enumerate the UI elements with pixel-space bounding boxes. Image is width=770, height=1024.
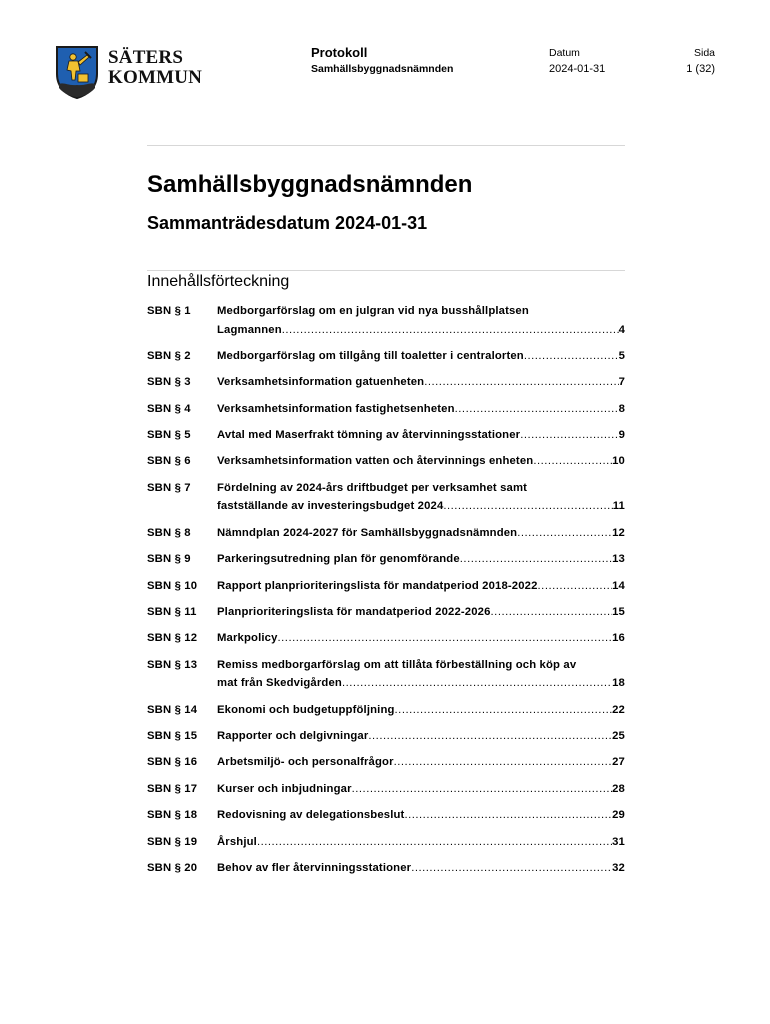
toc-entry-title: Verksamhetsinformation vatten och återvinnings enheten bbox=[217, 455, 534, 468]
dot-leader bbox=[517, 524, 612, 543]
dot-leader bbox=[395, 701, 613, 720]
toc-entry-page: 11 bbox=[612, 500, 625, 513]
toc-entry-page: 8 bbox=[618, 402, 625, 415]
toc-entry-title: Årshjul bbox=[217, 835, 257, 848]
toc-entry-title: Redovisning av delegationsbeslut bbox=[217, 809, 405, 822]
toc-entry-page: 10 bbox=[612, 455, 625, 468]
toc-entry-code: SBN § 11 bbox=[147, 605, 197, 618]
dot-leader bbox=[342, 674, 612, 693]
toc-entry bbox=[147, 656, 625, 693]
toc-entry-page: 25 bbox=[612, 729, 625, 742]
toc-entry-code: SBN § 14 bbox=[147, 703, 198, 716]
toc-entry bbox=[147, 550, 625, 569]
toc-entry bbox=[147, 400, 625, 419]
toc-entry-title: Rapporter och delgivningar bbox=[217, 729, 369, 742]
toc-entry-page: 18 bbox=[612, 677, 625, 690]
toc-entry-page: 29 bbox=[612, 809, 625, 822]
toc-entry-code: SBN § 13 bbox=[147, 658, 198, 671]
dot-leader bbox=[538, 577, 613, 596]
toc-entry-page: 27 bbox=[612, 756, 625, 769]
toc-entry bbox=[147, 859, 625, 878]
toc-entry-page: 14 bbox=[612, 579, 625, 592]
dot-leader bbox=[394, 753, 612, 772]
toc-entry-title: Parkeringsutredning plan för genomförande bbox=[217, 553, 460, 566]
toc-entry-page: 4 bbox=[618, 323, 625, 336]
toc-entry bbox=[147, 727, 625, 746]
toc-entry-code: SBN § 2 bbox=[147, 349, 191, 362]
toc-entry-title: Nämndplan 2024-2027 för Samhällsbyggnadsnämnden bbox=[217, 526, 518, 539]
coat-of-arms-icon bbox=[54, 44, 100, 100]
toc-entry-code: SBN § 20 bbox=[147, 861, 198, 874]
dot-leader bbox=[352, 780, 612, 799]
toc-entry-code: SBN § 9 bbox=[147, 553, 191, 566]
toc-entry-code: SBN § 17 bbox=[147, 782, 198, 795]
toc-entry bbox=[147, 780, 625, 799]
dot-leader bbox=[455, 400, 619, 419]
toc-entry-title: Remiss medborgarförslag om att tillåta förbeställning och köp av bbox=[217, 658, 577, 671]
toc-entry-code: SBN § 4 bbox=[147, 402, 191, 415]
page-label: Sida bbox=[693, 47, 715, 59]
toc-entry-code: SBN § 15 bbox=[147, 729, 198, 742]
toc-entry-page: 16 bbox=[612, 632, 625, 645]
toc-entry-page: 22 bbox=[612, 703, 625, 716]
toc-entry-title: Avtal med Maserfrakt tömning av återvinningsstationer bbox=[217, 429, 521, 442]
toc-entry-code: SBN § 19 bbox=[147, 835, 198, 848]
dot-leader bbox=[368, 727, 612, 746]
dot-leader bbox=[524, 347, 619, 366]
dot-leader bbox=[257, 833, 612, 852]
toc-entry-title: Kurser och inbjudningar bbox=[217, 782, 352, 795]
meeting-date-heading: Sammanträdesdatum 2024-01-31 bbox=[147, 213, 428, 233]
toc-entry bbox=[147, 524, 625, 543]
toc-entry-title: Verksamhetsinformation gatuenheten bbox=[217, 376, 425, 389]
dot-leader bbox=[443, 497, 612, 516]
table-of-contents bbox=[147, 302, 625, 885]
toc-entry-title: mat från Skedvigården bbox=[217, 677, 342, 690]
toc-entry bbox=[147, 577, 625, 596]
document-type: Protokoll bbox=[311, 45, 368, 60]
toc-entry-page: 15 bbox=[612, 605, 625, 618]
toc-entry-page: 28 bbox=[612, 782, 625, 795]
page-number: 1 (32) bbox=[686, 63, 715, 75]
toc-entry-code: SBN § 7 bbox=[147, 481, 191, 494]
toc-entry bbox=[147, 753, 625, 772]
toc-entry-code: SBN § 1 bbox=[147, 305, 191, 317]
toc-entry-title: Medborgarförslag om tillgång till toaletter i centralorten bbox=[217, 349, 524, 362]
saters-kommun-logo bbox=[54, 44, 204, 100]
toc-entry-title: Ekonomi och budgetuppföljning bbox=[217, 703, 395, 716]
toc-entry-title: Lagmannen bbox=[217, 323, 282, 336]
toc-entry bbox=[147, 426, 625, 445]
toc-entry bbox=[147, 603, 625, 622]
toc-entry-page: 9 bbox=[618, 429, 625, 442]
toc-entry-title: Behov av fler återvinningsstationer bbox=[217, 861, 412, 874]
logo-line-1: SÄTERS bbox=[108, 47, 184, 68]
dot-leader bbox=[520, 426, 618, 445]
dot-leader bbox=[282, 321, 619, 340]
page-title: Samhällsbyggnadsnämnden bbox=[147, 171, 473, 198]
toc-heading: Innehållsförteckning bbox=[147, 273, 290, 290]
dot-leader bbox=[411, 859, 612, 878]
toc-entry-page: 31 bbox=[612, 835, 625, 848]
toc-entry-title: Arbetsmiljö- och personalfrågor bbox=[217, 756, 394, 769]
dot-leader bbox=[278, 629, 613, 648]
logo-line-2: KOMMUN bbox=[108, 67, 203, 88]
toc-entry-code: SBN § 5 bbox=[147, 429, 191, 442]
toc-entry-title: Markpolicy bbox=[217, 632, 278, 645]
toc-entry-code: SBN § 10 bbox=[147, 579, 198, 592]
committee-name: Samhällsbyggnadsnämnden bbox=[311, 63, 454, 75]
dot-leader bbox=[404, 806, 612, 825]
toc-entry-title: Planprioriteringslista för mandatperiod 2022-2026 bbox=[217, 605, 491, 618]
toc-entry-page: 12 bbox=[612, 526, 625, 539]
toc-entry-code: SBN § 16 bbox=[147, 756, 198, 769]
logo-wordmark bbox=[108, 48, 202, 88]
date-label: Datum bbox=[549, 47, 580, 59]
toc-entry-page: 5 bbox=[618, 349, 625, 362]
toc-entry bbox=[147, 347, 625, 366]
toc-entry bbox=[147, 701, 625, 720]
dot-leader bbox=[460, 550, 612, 569]
divider bbox=[147, 145, 625, 146]
toc-entry-title: Medborgarförslag om en julgran vid nya busshållplatsen bbox=[217, 305, 529, 317]
toc-entry-code: SBN § 3 bbox=[147, 376, 191, 389]
toc-entry bbox=[147, 479, 625, 516]
divider bbox=[147, 270, 625, 271]
toc-entry-title: fastställande av investeringsbudget 2024 bbox=[217, 500, 444, 513]
toc-entry bbox=[147, 833, 625, 852]
dot-leader bbox=[491, 603, 613, 622]
dot-leader bbox=[424, 373, 618, 392]
dot-leader bbox=[533, 452, 612, 471]
toc-entry-title: Verksamhetsinformation fastighetsenheten bbox=[217, 402, 455, 415]
toc-entry-code: SBN § 6 bbox=[147, 455, 191, 468]
toc-entry-page: 7 bbox=[618, 376, 625, 389]
toc-entry-title: Rapport planprioriteringslista för mandatperiod 2018-2022 bbox=[217, 579, 538, 592]
toc-entry-code: SBN § 18 bbox=[147, 809, 198, 822]
date-value: 2024-01-31 bbox=[549, 63, 606, 75]
toc-entry-title: Fördelning av 2024-års driftbudget per verksamhet samt bbox=[217, 481, 528, 494]
toc-entry bbox=[147, 373, 625, 392]
toc-entry-page: 13 bbox=[612, 553, 625, 566]
toc-entry bbox=[147, 302, 625, 339]
toc-entry-code: SBN § 12 bbox=[147, 632, 198, 645]
toc-entry bbox=[147, 806, 625, 825]
toc-entry-code: SBN § 8 bbox=[147, 526, 191, 539]
toc-entry bbox=[147, 629, 625, 648]
toc-entry bbox=[147, 452, 625, 471]
toc-entry-page: 32 bbox=[612, 861, 625, 874]
